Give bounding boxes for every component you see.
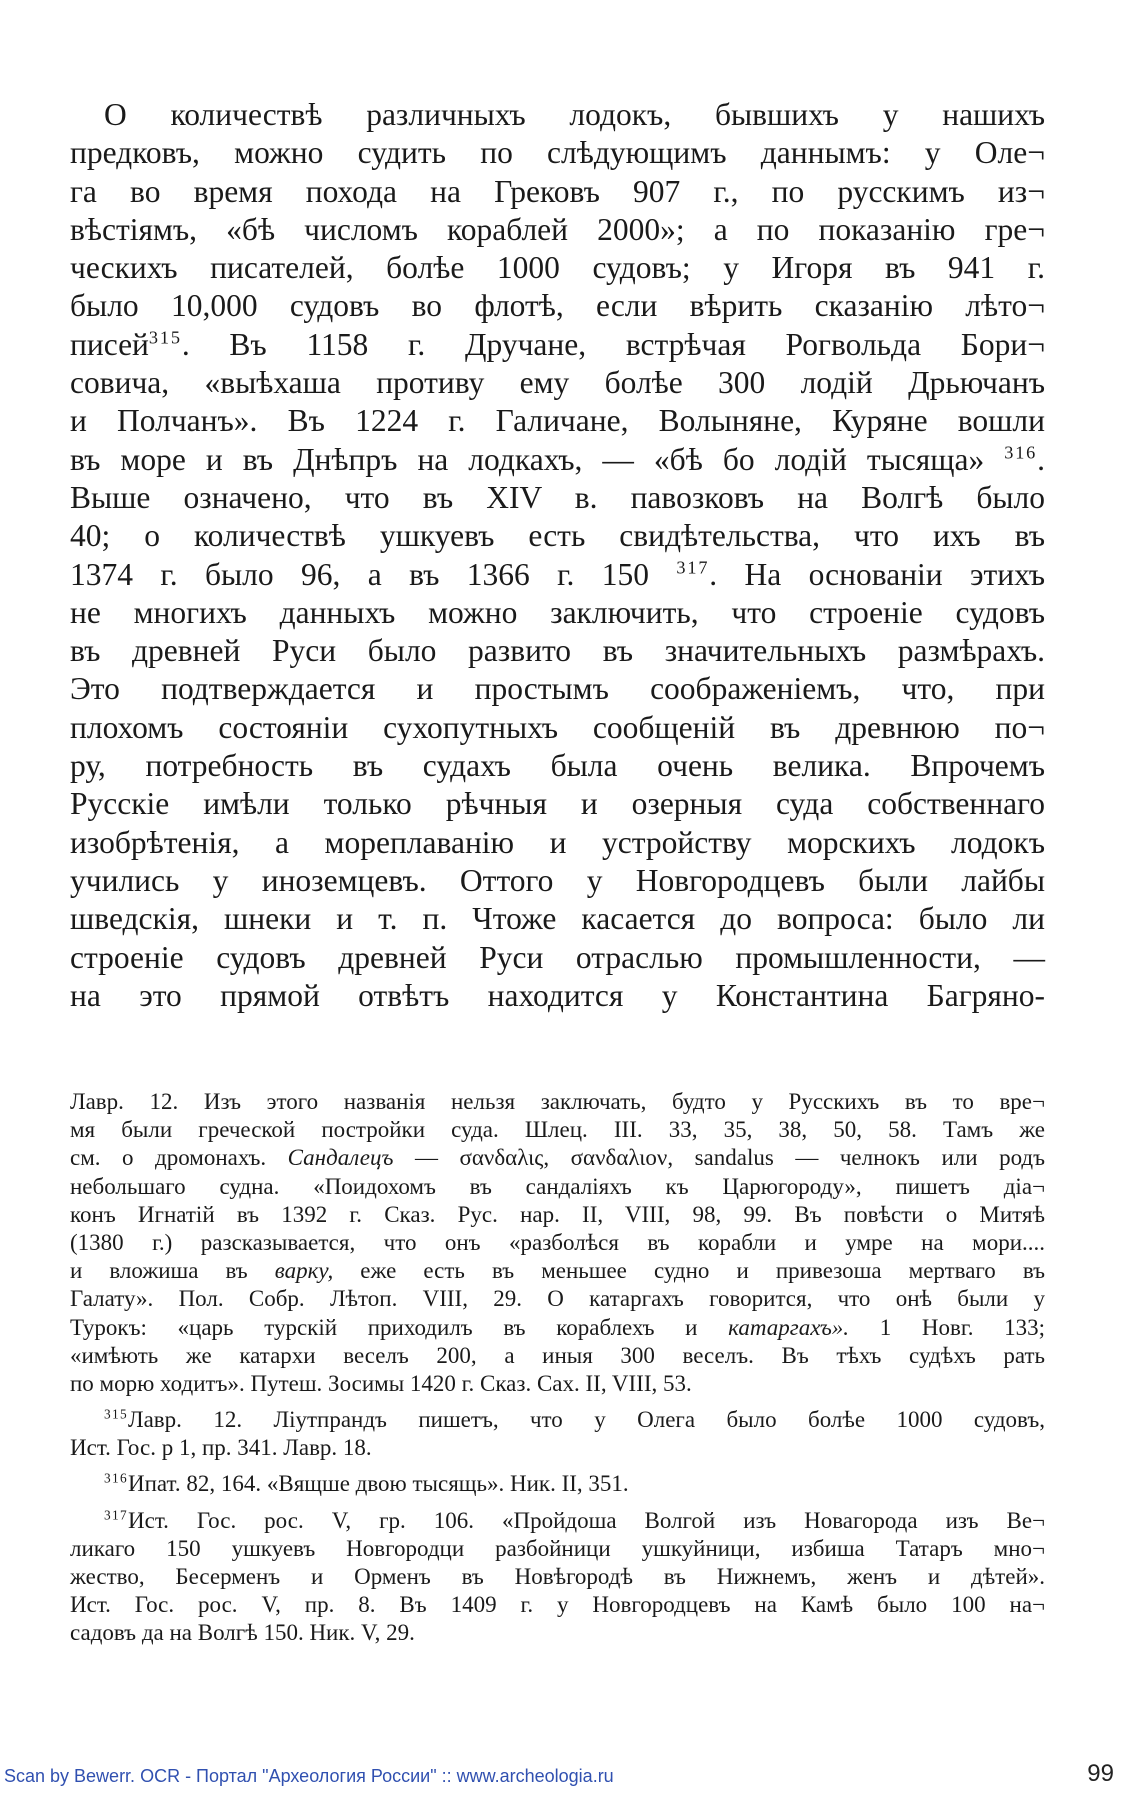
text-fragment: писей bbox=[70, 326, 149, 362]
text-line bbox=[70, 441, 1045, 479]
text-line: ческихъ писателей, болѣе 1000 судовъ; у Игоря въ 941 г. bbox=[70, 250, 1045, 286]
text-line: учились у иноземцевъ. Оттого у Новгородцевъ были лайбы bbox=[70, 862, 1045, 898]
footnote-line: небольшаго судна. «Поидохомъ въ сандаліяхъ къ Царюгороду», пишетъ діа¬ bbox=[70, 1173, 1045, 1199]
footnote-number: 317 bbox=[104, 1506, 128, 1522]
footnote-line: (1380 г.) разсказывается, что онъ «разболѣся въ корабли и умре на мори.... bbox=[70, 1229, 1045, 1255]
text-line: на это прямой отвѣтъ находится у Константина Багряно- bbox=[70, 977, 1045, 1013]
text-fragment: Лавр. 12. Ліутпрандъ пишетъ, что у Олега было болѣе 1000 судовъ, bbox=[128, 1407, 1045, 1433]
page-number: 99 bbox=[1087, 1760, 1114, 1787]
text-fragment: 1374 г. было 96, а въ 1366 г. 150 bbox=[70, 556, 650, 592]
footnote-line: «имѣють же катархи веселъ 200, а иныя 300 веселъ. Въ тѣхъ судѣхъ рать bbox=[70, 1342, 1045, 1368]
text-line bbox=[70, 326, 1045, 364]
text-line: шведскія, шнеки и т. п. Чтоже касается до вопроса: было ли bbox=[70, 901, 1045, 937]
footnote-line: Ист. Гос. р 1, пр. 341. Лавр. 18. bbox=[70, 1435, 372, 1461]
italic-term: Сандалецъ bbox=[287, 1145, 394, 1171]
text-fragment: еже есть въ меньшее судно и привезоша мертваго въ bbox=[360, 1258, 1046, 1284]
text-line: было 10,000 судовъ во флотѣ, если вѣрить сказанію лѣто¬ bbox=[70, 288, 1045, 324]
footnote-line: Ист. Гос. рос. V, пр. 8. Въ 1409 г. у Новгородцевъ на Камѣ было 100 на¬ bbox=[70, 1592, 1045, 1618]
text-line: Это подтверждается и простымъ соображеніемъ, что, при bbox=[70, 671, 1045, 707]
footnote-line: жество, Бесерменъ и Орменъ въ Новѣгородѣ въ Нижнемъ, женъ и дѣтей». bbox=[70, 1564, 1045, 1589]
text-fragment: — σανδαλις, σανδαλιον, sandalus — челнокъ или родъ bbox=[414, 1145, 1046, 1171]
text-fragment: Ист. Гос. рос. V, гр. 106. «Пройдоша Волгой изъ Новагорода изъ Ве¬ bbox=[128, 1507, 1045, 1533]
text-line: вѣстіямъ, «бѣ числомъ кораблей 2000»; а по показанію гре¬ bbox=[70, 211, 1045, 247]
text-line: въ древней Руси было развито въ значительныхъ размѣрахъ. bbox=[70, 633, 1045, 669]
text-fragment: Ипат. 82, 164. «Вящше двою тысящь». Ник. II, 351. bbox=[128, 1471, 629, 1497]
footnote-line: конъ Игнатій въ 1392 г. Сказ. Рус. нар. II, VIII, 98, 99. Въ повѣсти о Митяѣ bbox=[70, 1201, 1045, 1227]
footnote-line: по морю ходитъ». Путеш. Зосимы 1420 г. Сказ. Сах. II, VIII, 53. bbox=[70, 1370, 692, 1396]
footnote-line bbox=[70, 1144, 1045, 1172]
footnote-315 bbox=[70, 1406, 1045, 1434]
text-line: Выше означено, что въ XIV в. павозковъ на Волгѣ было bbox=[70, 479, 1045, 515]
footnote-ref-317[interactable]: 317 bbox=[676, 557, 710, 578]
italic-term: варку, bbox=[274, 1258, 334, 1284]
text-fragment: и вложиша въ bbox=[70, 1258, 248, 1284]
text-line: изобрѣтенія, а мореплаванію и устройству морскихъ лодокъ bbox=[70, 824, 1045, 860]
text-fragment: . На основаніи этихъ bbox=[709, 556, 1045, 592]
text-line: О количествѣ различныхъ лодокъ, бывшихъ у нашихъ bbox=[104, 97, 1045, 132]
text-fragment: см. о дромонахъ. bbox=[70, 1145, 267, 1171]
footnote-ref-315[interactable]: 315 bbox=[148, 327, 182, 348]
scan-credit-link[interactable]: Scan by Bewerr. OCR - Портал "Археология России" :: www.archeologia.ru bbox=[4, 1766, 614, 1786]
footnote-number: 316 bbox=[104, 1470, 128, 1486]
footnote-line: ликаго 150 ушкуевъ Новгородци разбойници ушкуйници, избиша Татаръ мно¬ bbox=[70, 1535, 1045, 1561]
italic-term: катаргахъ». bbox=[728, 1314, 850, 1340]
footnotes bbox=[70, 1088, 1045, 1648]
footnote-number: 315 bbox=[104, 1406, 128, 1422]
text-line bbox=[70, 556, 1045, 594]
text-line: не многихъ данныхъ можно заключить, что строеніе судовъ bbox=[70, 594, 1045, 630]
text-line: 40; о количествѣ ушкуевъ есть свидѣтельства, что ихъ въ bbox=[70, 518, 1045, 554]
text-fragment: Турокъ: «царь турскій приходилъ въ кораблехъ и bbox=[70, 1314, 698, 1340]
main-text bbox=[70, 96, 1045, 1015]
text-line: га во время похода на Грековъ 907 г., по русскимъ из¬ bbox=[70, 173, 1045, 209]
footnote-line bbox=[70, 1257, 1045, 1285]
footnote-ref-316[interactable]: 316 bbox=[1004, 442, 1038, 463]
footnote-line: мя были греческой постройки суда. Шлец. III. 33, 35, 38, 50, 58. Тамъ же bbox=[70, 1117, 1045, 1143]
footnote-line bbox=[70, 1314, 1045, 1342]
text-line: и Полчанъ». Въ 1224 г. Галичане, Волыняне, Куряне вошли bbox=[70, 403, 1045, 439]
footnote-316 bbox=[70, 1470, 1045, 1498]
footnote-line: Лавр. 12. Изъ этого названія нельзя заключать, будто у Русскихъ въ то вре¬ bbox=[70, 1089, 1045, 1114]
footnote-317 bbox=[70, 1507, 1045, 1535]
text-line: строеніе судовъ древней Руси отраслью промышленности, — bbox=[70, 939, 1045, 975]
text-line: ру, потребность въ судахъ была очень велика. Впрочемъ bbox=[70, 748, 1045, 784]
text-line: Русскіе имѣли только рѣчныя и озерныя суда собственнаго bbox=[70, 786, 1045, 822]
text-line: плохомъ состояніи сухопутныхъ сообщеній въ древнюю по¬ bbox=[70, 709, 1045, 745]
text-fragment: . bbox=[1037, 441, 1045, 477]
footnote-line: садовъ да на Волгѣ 150. Ник. V, 29. bbox=[70, 1620, 415, 1646]
text-line: предковъ, можно судить по слѣдующимъ даннымъ: у Оле¬ bbox=[70, 135, 1045, 171]
text-line: совича, «выѣхаша противу ему болѣе 300 лодій Дрьючанъ bbox=[70, 365, 1045, 401]
text-fragment: 1 Новг. 133; bbox=[879, 1314, 1046, 1340]
page-footer bbox=[0, 1762, 1140, 1792]
text-fragment: въ море и въ Днѣпръ на лодкахъ, — «бѣ бо лодій тысяща» bbox=[70, 441, 985, 477]
text-fragment: . Въ 1158 г. Дручане, встрѣчая Рогвольда Бори¬ bbox=[181, 326, 1045, 362]
footnote-line: Галату». Пол. Собр. Лѣтоп. VIII, 29. О катаргахъ говорится, что онѣ были у bbox=[70, 1286, 1045, 1312]
